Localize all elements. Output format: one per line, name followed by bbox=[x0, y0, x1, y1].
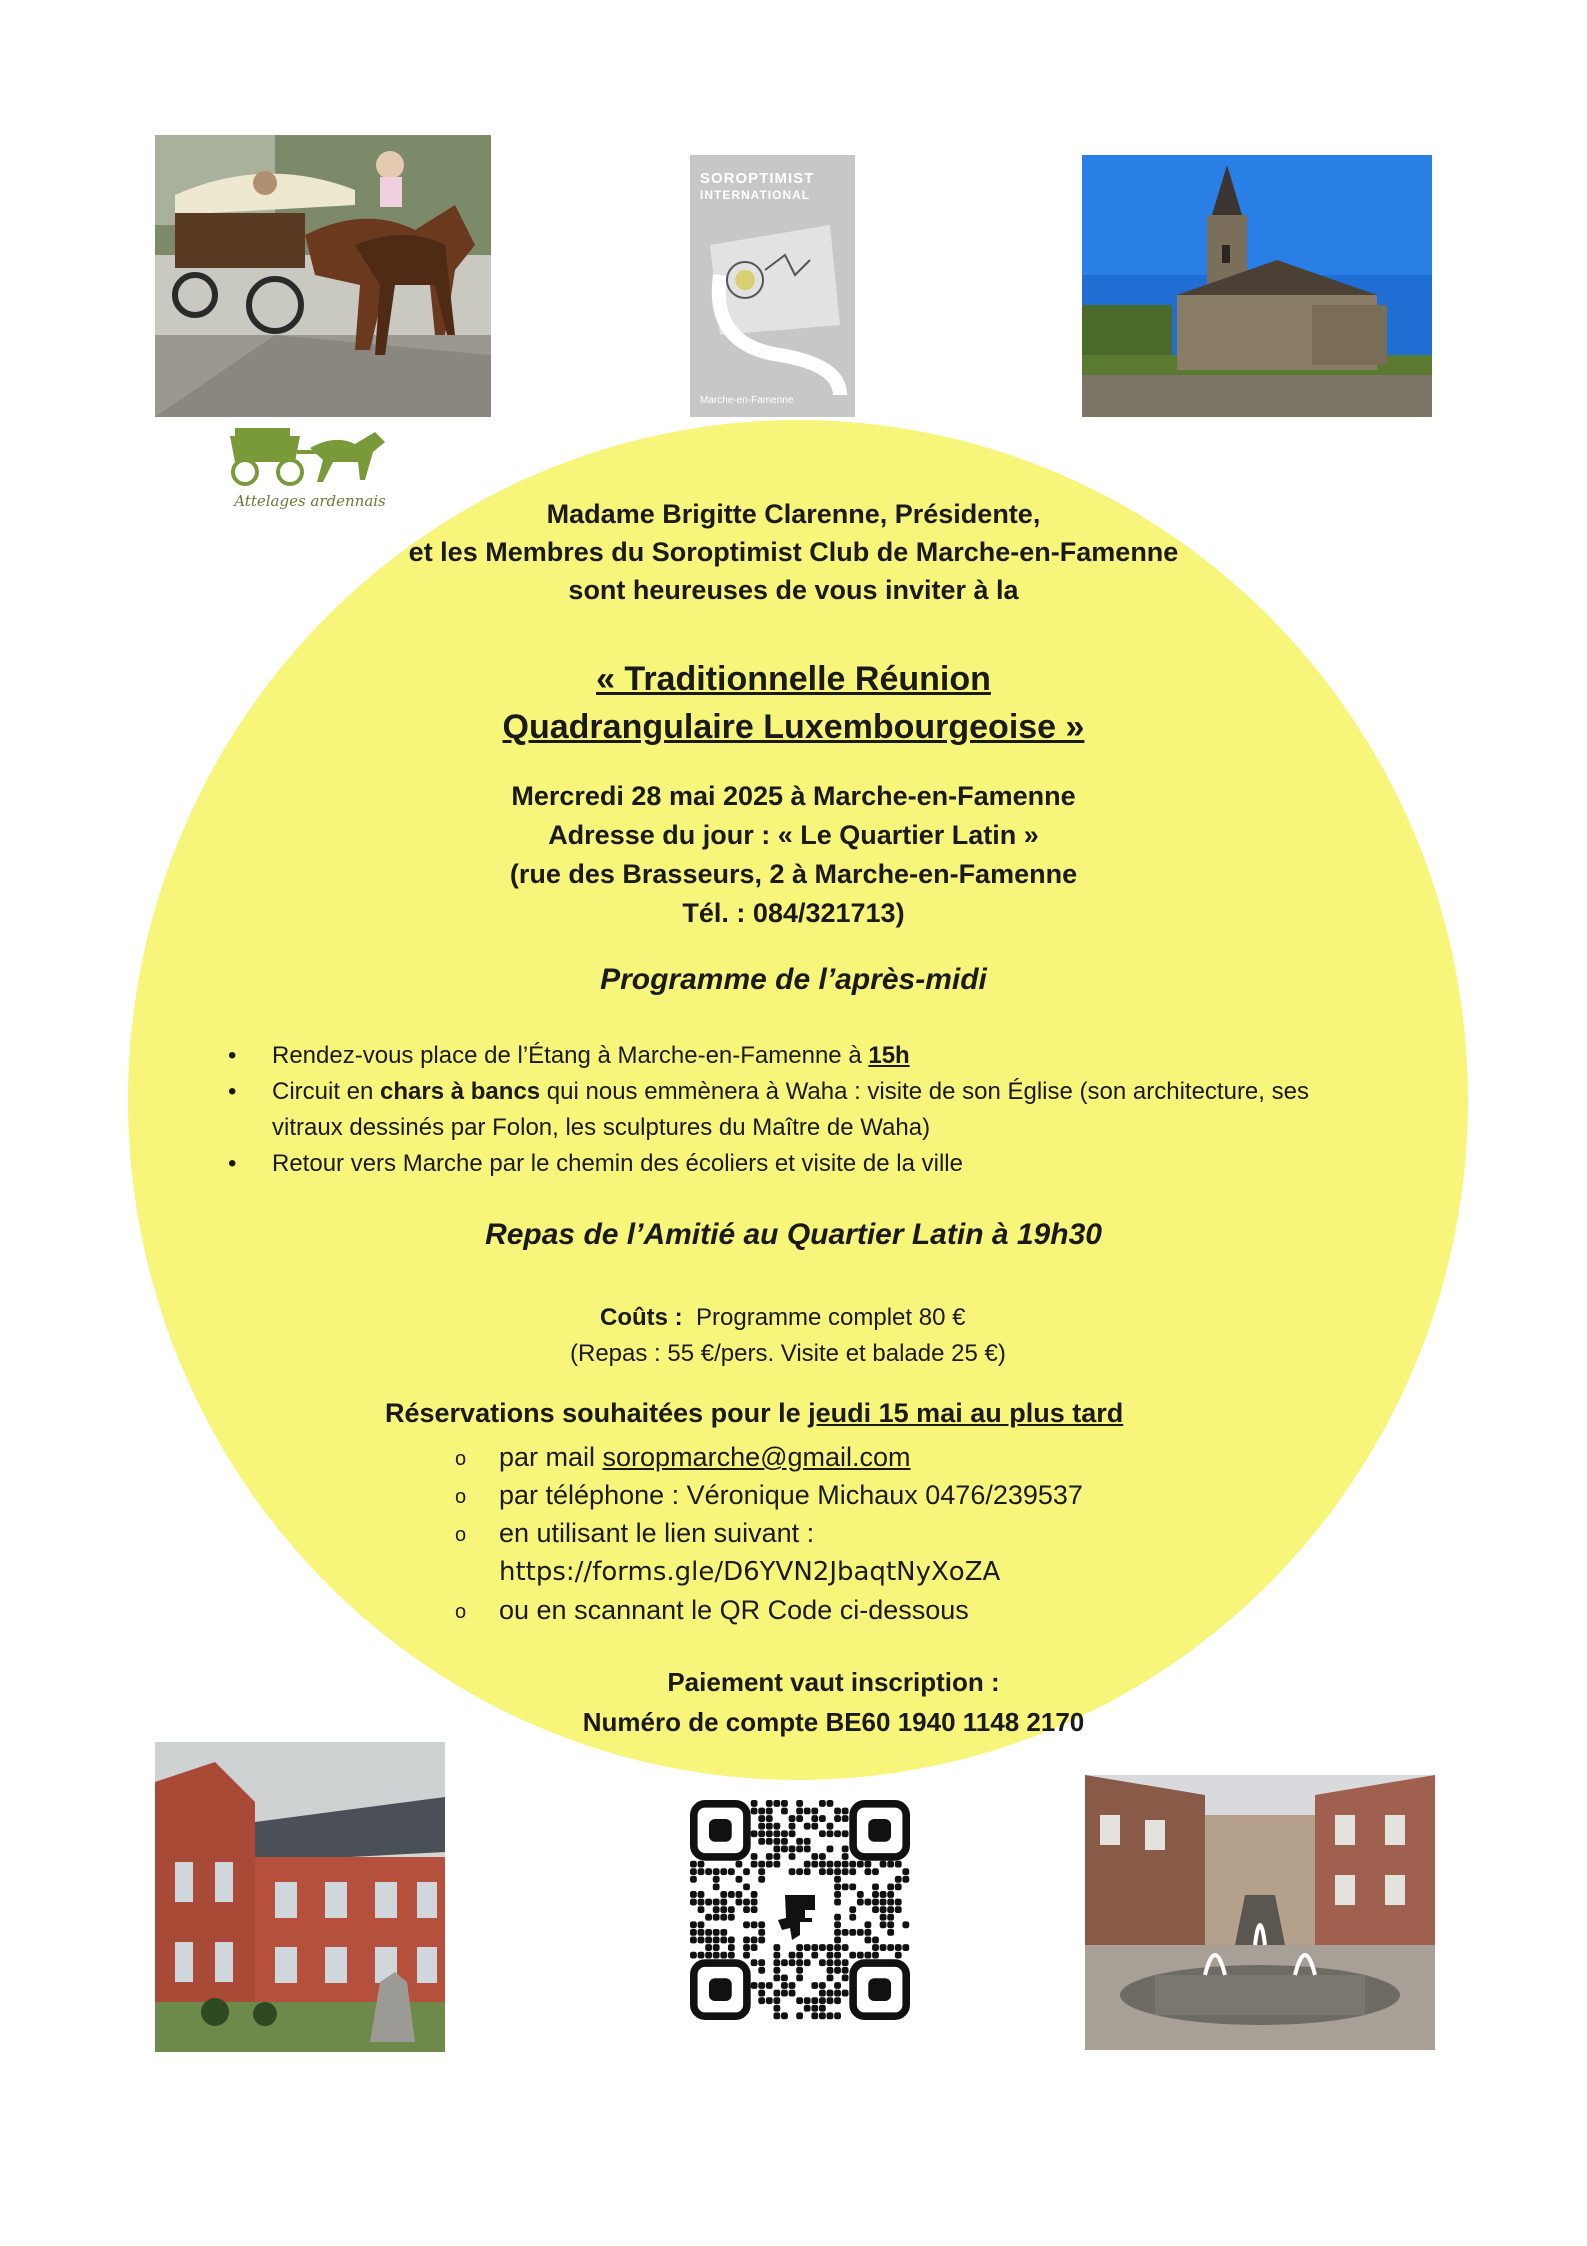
circle-bullet-icon: o bbox=[455, 1524, 467, 1546]
event-phone: Tél. : 084/321713) bbox=[682, 898, 905, 928]
qr-code[interactable] bbox=[690, 1800, 910, 2020]
soroptimist-logo-line2: INTERNATIONAL bbox=[700, 188, 811, 202]
event-street: (rue des Brasseurs, 2 à Marche-en-Famenne bbox=[509, 859, 1078, 889]
red-building-photo bbox=[155, 1742, 445, 2052]
programme-title: Programme de l’après-midi bbox=[600, 963, 987, 996]
intro-line-1: Madame Brigitte Clarenne, Présidente, bbox=[546, 499, 1041, 529]
reservations-deadline: jeudi 15 mai au plus tard bbox=[808, 1398, 1124, 1428]
soroptimist-logo-line1: SOROPTIMIST bbox=[700, 170, 815, 187]
event-date: Mercredi 28 mai 2025 à Marche-en-Famenne bbox=[511, 781, 1076, 811]
payment-line-1: Paiement vaut inscription : bbox=[667, 1667, 1000, 1697]
payment-line-2: Numéro de compte BE60 1940 1148 2170 bbox=[582, 1707, 1085, 1737]
title-line-2: Quadrangulaire Luxembourgeoise » bbox=[502, 708, 1085, 746]
bullet-icon: • bbox=[228, 1042, 237, 1069]
repas-title: Repas de l’Amitié au Quartier Latin à 19h30 bbox=[485, 1218, 1102, 1251]
circle-bullet-icon: o bbox=[455, 1486, 467, 1508]
costs-block bbox=[570, 1300, 1006, 1372]
reservations-title: Réservations souhaitées pour le jeudi 15 mai au plus tard bbox=[385, 1398, 1124, 1428]
payment-info bbox=[40, 1662, 1587, 1742]
soroptimist-city: Marche-en-Famenne bbox=[700, 395, 794, 406]
soroptimist-logo bbox=[690, 155, 855, 417]
mail-link[interactable]: soropmarche@gmail.com bbox=[602, 1442, 911, 1472]
fountain-street-photo bbox=[1085, 1775, 1435, 2050]
reservations-list bbox=[455, 1438, 1083, 1629]
church-photo bbox=[1082, 155, 1432, 417]
event-address: Adresse du jour : « Le Quartier Latin » bbox=[548, 820, 1039, 850]
soroptimist-emblem bbox=[690, 155, 855, 417]
costs-label: Coûts : bbox=[600, 1304, 683, 1331]
intro-text bbox=[0, 495, 1587, 609]
title-line-1: « Traditionnelle Réunion bbox=[596, 660, 991, 698]
reservation-mail: o par mail soropmarche@gmail.com bbox=[455, 1438, 1083, 1476]
circle-bullet-icon: o bbox=[455, 1448, 467, 1470]
costs-full: Programme complet 80 € bbox=[696, 1304, 966, 1331]
reservation-link: o en utilisant le lien suivant : https://forms.gle/D6YVN2JbaqtNyXoZA bbox=[455, 1518, 1001, 1587]
event-info bbox=[0, 777, 1587, 933]
event-title bbox=[0, 655, 1587, 751]
programme-list bbox=[228, 1038, 1378, 1182]
attelages-ardennais-text: Attelages ardennais bbox=[234, 492, 386, 510]
form-link[interactable]: https://forms.gle/D6YVN2JbaqtNyXoZA bbox=[499, 1557, 1001, 1587]
reservation-phone: o par téléphone : Véronique Michaux 0476/239537 bbox=[455, 1476, 1083, 1514]
bullet-icon: • bbox=[228, 1150, 237, 1177]
reservation-qr: o ou en scannant le QR Code ci-dessous bbox=[455, 1591, 1083, 1629]
programme-item: • Circuit en chars à bancs qui nous emmènera à Waha : visite de son Église (son architecture, ses vitraux dessinés par Folon, les sculptures du Maître de Waha) bbox=[228, 1074, 1378, 1146]
circle-bullet-icon: o bbox=[455, 1601, 467, 1623]
programme-item: • Retour vers Marche par le chemin des écoliers et visite de la ville bbox=[228, 1146, 1378, 1182]
programme-item: • Rendez-vous place de l’Étang à Marche-en-Famenne à 15h bbox=[228, 1038, 1378, 1074]
carriage-photo bbox=[155, 135, 491, 417]
qr-code-graphic bbox=[690, 1800, 910, 2020]
bullet-icon: • bbox=[228, 1078, 237, 1105]
intro-line-3: sont heureuses de vous inviter à la bbox=[568, 575, 1019, 605]
intro-line-2: et les Membres du Soroptimist Club de Marche-en-Famenne bbox=[408, 537, 1179, 567]
costs-detail: (Repas : 55 €/pers. Visite et balade 25 €) bbox=[570, 1340, 1006, 1367]
